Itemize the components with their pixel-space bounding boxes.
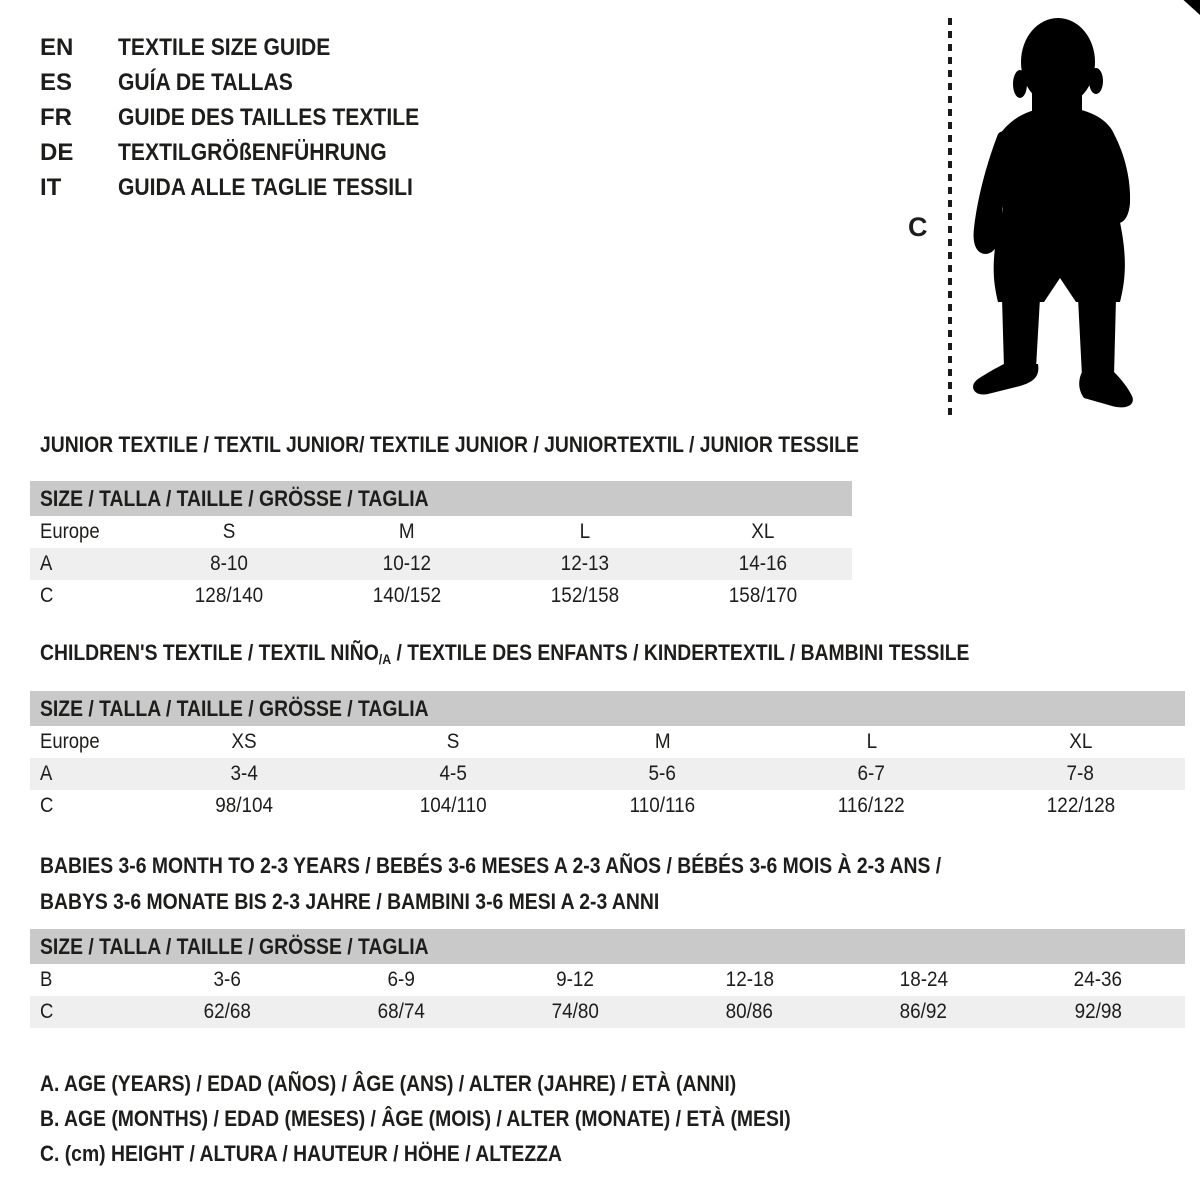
age-cell: 8-10 — [210, 552, 248, 575]
legend-line-c: C. (cm) HEIGHT / ALTURA / HAUTEUR / HÖHE / ALTEZZA — [40, 1140, 562, 1166]
height-cell: 68/74 — [377, 1000, 425, 1023]
months-cell: 12-18 — [725, 968, 774, 991]
size-table-babies — [30, 929, 1185, 1028]
language-code: EN — [40, 33, 74, 61]
age-cell: 5-6 — [648, 762, 677, 785]
section-title-junior: JUNIOR TEXTILE / TEXTIL JUNIOR/ TEXTILE JUNIOR / JUNIORTEXTIL / JUNIOR TESSILE — [40, 432, 859, 457]
language-code: FR — [40, 103, 72, 131]
row-label: A — [40, 762, 53, 785]
table-row-age — [30, 548, 852, 580]
measure-label-c: C — [908, 212, 928, 242]
size-table-children — [30, 691, 1185, 822]
height-cell: 80/86 — [725, 1000, 774, 1023]
table-row-europe — [30, 726, 1185, 758]
months-cell: 24-36 — [1073, 968, 1123, 991]
section-title-babies: BABIES 3-6 MONTH TO 2-3 YEARS / BEBÉS 3-6 MESES A 2-3 AÑOS / BÉBÉS 3-6 MOIS À 2-3 ANS / BABYS 3-6 MONATE BIS 2-3 JAHRE / BAMBINI 3-6 MESI A 2-3 ANNI — [40, 853, 942, 914]
row-label: Europe — [40, 730, 100, 753]
size-cell: L — [579, 520, 591, 543]
height-cell: 140/152 — [372, 584, 442, 607]
table-row-height — [30, 580, 852, 612]
row-label: C — [40, 584, 54, 607]
language-row-es — [40, 65, 460, 100]
size-cell: S — [222, 520, 236, 543]
height-cell: 110/116 — [629, 794, 696, 817]
size-table-junior — [30, 481, 852, 612]
size-cell: XL — [751, 520, 775, 543]
language-row-it — [40, 170, 460, 205]
age-cell: 4-5 — [439, 762, 468, 785]
height-cell: 158/170 — [728, 584, 798, 607]
language-title-list — [40, 30, 460, 205]
language-row-en — [40, 30, 460, 65]
section-title-children: CHILDREN'S TEXTILE / TEXTIL $NIÑO_{/A}$ / TEXTILE DES ENFANTS / KINDERTEXTIL / BAMBINI TESSILE — [40, 640, 970, 667]
row-label: A — [40, 552, 53, 575]
height-cell: 122/128 — [1046, 794, 1115, 817]
nino-a-subscript: /A — [378, 651, 392, 667]
table-row-height — [30, 790, 1185, 822]
table-row-age — [30, 758, 1185, 790]
age-cell: 3-4 — [230, 762, 259, 785]
table-row-months — [30, 964, 1185, 996]
height-cell: 92/98 — [1074, 1000, 1122, 1023]
row-label: C — [40, 1000, 54, 1023]
height-cell: 116/122 — [838, 794, 905, 817]
language-label: TEXTILGRÖßENFÜHRUNG — [118, 138, 387, 166]
measure-legend — [40, 1066, 893, 1171]
language-label: GUIDA ALLE TAGLIE TESSILI — [118, 173, 413, 201]
age-cell: 12-13 — [560, 552, 610, 575]
language-label: TEXTILE SIZE GUIDE — [118, 33, 331, 61]
months-cell: 6-9 — [387, 968, 415, 991]
language-label: GUÍA DE TALLAS — [118, 68, 293, 96]
size-header-bar: SIZE / TALLA / TAILLE / GRÖSSE / TAGLIA — [30, 929, 1185, 964]
age-cell: 6-7 — [857, 762, 886, 785]
size-cell: S — [447, 730, 460, 753]
legend-line-b: B. AGE (MONTHS) / EDAD (MESES) / ÂGE (MOIS) / ALTER (MONATE) / ETÀ (MESI) — [40, 1105, 791, 1131]
height-cell: 98/104 — [215, 794, 274, 817]
months-cell: 3-6 — [213, 968, 241, 991]
row-label: B — [40, 968, 53, 991]
height-cell: 152/158 — [550, 584, 620, 607]
height-cell: 128/140 — [194, 584, 264, 607]
row-label: Europe — [40, 520, 100, 543]
height-cell: 62/68 — [203, 1000, 251, 1023]
size-cell: M — [654, 730, 671, 753]
age-cell: 7-8 — [1066, 762, 1095, 785]
language-row-de — [40, 135, 460, 170]
size-cell: XL — [1068, 730, 1093, 753]
months-cell: 18-24 — [899, 968, 948, 991]
height-cell: 74/80 — [551, 1000, 600, 1023]
language-row-fr — [40, 100, 460, 135]
toddler-silhouette-icon — [960, 14, 1140, 418]
height-cell: 104/110 — [420, 794, 487, 817]
table-row-europe — [30, 516, 852, 548]
language-label: GUIDE DES TAILLES TEXTILE — [118, 103, 420, 131]
legend-line-a: A. AGE (YEARS) / EDAD (AÑOS) / ÂGE (ANS) / ALTER (JAHRE) / ETÀ (ANNI) — [40, 1070, 737, 1096]
size-cell: XS — [231, 730, 258, 753]
table-row-height — [30, 996, 1185, 1028]
size-cell: L — [866, 730, 877, 753]
size-cell: M — [399, 520, 415, 543]
row-label: C — [40, 794, 54, 817]
age-cell: 14-16 — [738, 552, 788, 575]
language-code: DE — [40, 138, 74, 166]
language-code: ES — [40, 68, 73, 96]
age-cell: 10-12 — [382, 552, 432, 575]
corner-artifact — [1178, 0, 1200, 15]
height-measure-dashed-line — [948, 18, 952, 416]
language-code: IT — [40, 173, 62, 201]
months-cell: 9-12 — [556, 968, 595, 991]
size-header-bar: SIZE / TALLA / TAILLE / GRÖSSE / TAGLIA — [30, 481, 852, 516]
size-header-bar: SIZE / TALLA / TAILLE / GRÖSSE / TAGLIA — [30, 691, 1185, 726]
height-cell: 86/92 — [900, 1000, 948, 1023]
